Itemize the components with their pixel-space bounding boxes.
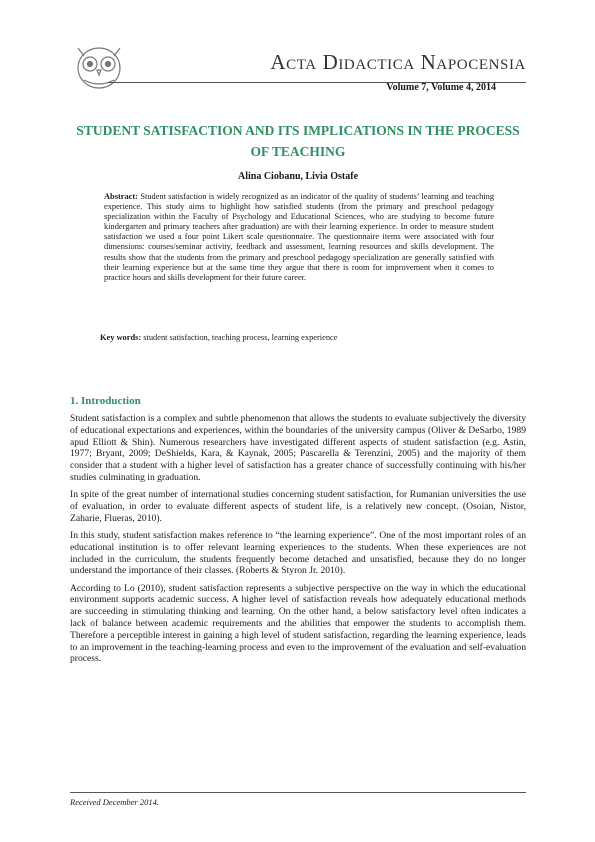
paragraph: In spite of the great number of international studies concerning student satisfaction, for Rumanian universities the use of evaluation, in order to evaluate different aspects of student life, is a relatively new concept. (Osoian, Nistor, Zaharie, Flueras, 2010). [70, 489, 526, 524]
footer-divider [70, 792, 526, 793]
paragraph: According to Lo (2010), student satisfaction represents a subjective perspective on the way in which the educational environment supports academic success. A higher level of satisfaction reveals how adequately educational methods are succeeding in stimulating thinking and learning. On the other hand, a below satisfactory level often indicates a lack of balance between academic requirements and the abilities that empower the students to accomplish them. Therefore a perceptible interest in gaining a high level of student satisfaction, regarding the learning experience, leads to an improvement in the teaching-learning process and even to the improvement of the evaluation and self-evaluation process. [70, 582, 526, 665]
journal-header [70, 38, 526, 98]
abstract-label: Abstract: [104, 192, 138, 201]
abstract [104, 192, 494, 283]
section-body [70, 413, 526, 671]
article-title: STUDENT SATISFACTION AND ITS IMPLICATIONS IN THE PROCESS OF TEACHING [76, 123, 520, 159]
owl-logo-icon [70, 38, 128, 92]
volume-info: Volume 7, Volume 4, 2014 [386, 82, 496, 93]
keywords [100, 333, 500, 342]
section-heading: 1. Introduction [70, 395, 141, 407]
abstract-text: Student satisfaction is widely recognized as an indicator of the quality of students’ learning and teaching experience. This study aims to highlight how satisfied students (from the primary and preschool pedagogy specialization within the Faculty of Psychology and Educational Sciences, who are studying to become future kindergarten and primary teachers after graduation) are with their learning experience. In order to measure student satisfaction we used a four point Likert scale questionnaire. The questionnaire items were associated with four dimensions: courses/seminar activity, feedback and assessment, learning resources and skills development. The results show that the students from the primary and preschool pedagogy specialization are generally satisfied with their learning experience but at the same time they argue that there is room for improvement when it comes to practice hours and skills development for their future career. [104, 192, 495, 282]
keywords-label: Key words: [100, 333, 142, 342]
paragraph: In this study, student satisfaction makes reference to “the learning experience”. One of the most important roles of an educational institution is to offer relevant learning experiences to the students. When these experiences are not included in the curriculum, the students frequently become detached and unsatisfied, because they do no longer understand the importance of their classes. (Roberts & Styron Jr. 2010). [70, 529, 526, 577]
received-date: Received December 2014. [70, 797, 159, 807]
paragraph: Student satisfaction is a complex and subtle phenomenon that allows the students to evaluate subjectively the diversity of educational expectations and experiences, within the boundaries of the university campus (Oliver & DeSarbo, 1989 apud Elliott & Shin). Numerous researchers have investigated different aspects of student satisfaction (e.g. Astin, 1977; Bryant, 2009; DeShields, Kara, & Kaynak, 2005; Pascarella & Terenzini, 2005) and the majority of them consider that a student with a higher level of satisfaction has a greater chance of successfully continuing with his/her studies culminating in graduation. [70, 413, 526, 483]
journal-name: Acta Didactica Napocensia [270, 50, 526, 74]
article-authors: Alina Ciobanu, Livia Ostafe [237, 171, 359, 182]
keywords-text: student satisfaction, teaching process, learning experience [143, 333, 338, 342]
